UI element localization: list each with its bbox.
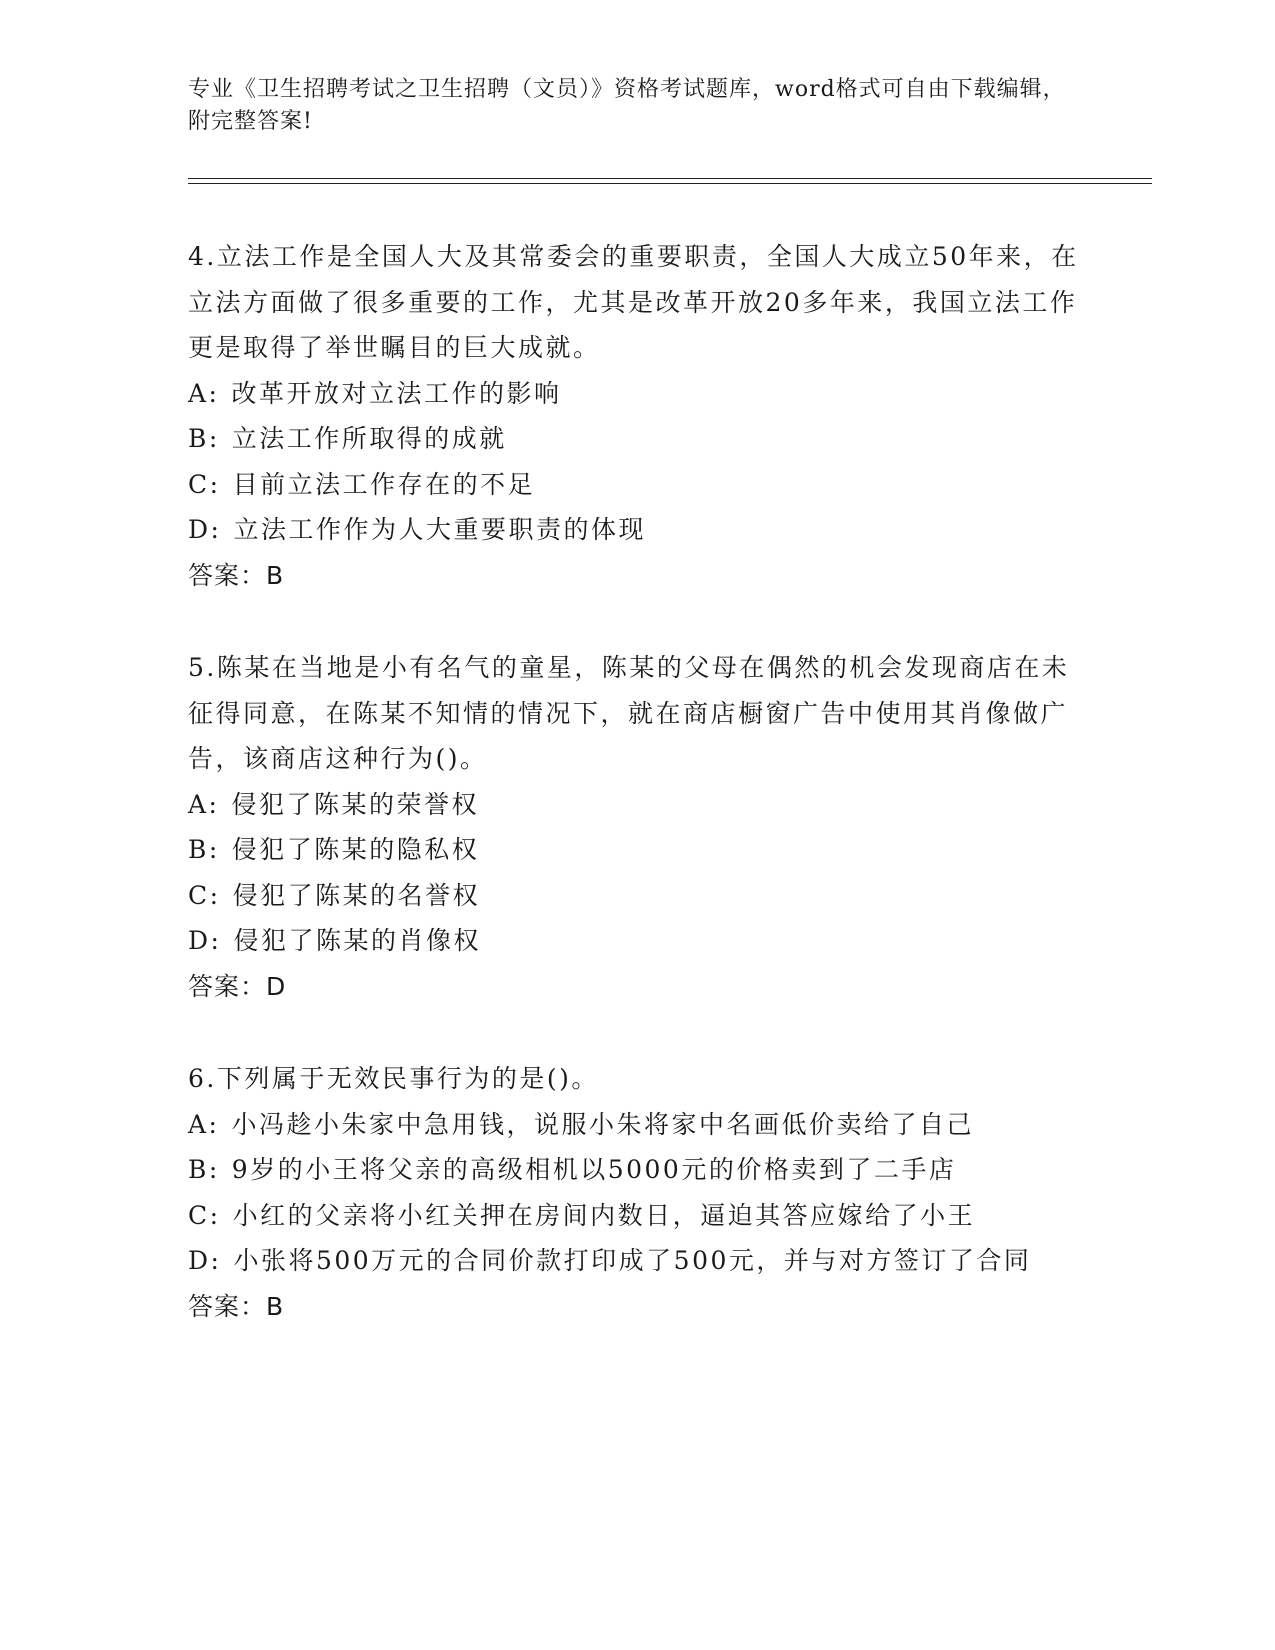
option-key: D: bbox=[188, 515, 222, 544]
option-b bbox=[188, 827, 1088, 873]
option-c bbox=[188, 462, 1088, 508]
option-b bbox=[188, 416, 1088, 462]
option-text: 小张将500万元的合同价款打印成了500元，并与对方签订了合同 bbox=[233, 1246, 1032, 1275]
option-a bbox=[188, 1102, 1088, 1148]
option-key: B: bbox=[188, 1155, 220, 1184]
option-d bbox=[188, 507, 1088, 553]
option-text: 小冯趁小朱家中急用钱，说服小朱将家中名画低价卖给了自己 bbox=[231, 1109, 974, 1139]
option-key: D: bbox=[188, 1246, 222, 1275]
option-text: 目前立法工作存在的不足 bbox=[232, 469, 536, 499]
option-d bbox=[188, 1238, 1088, 1284]
option-c bbox=[188, 1193, 1088, 1239]
option-d bbox=[188, 918, 1088, 964]
option-key: B: bbox=[188, 835, 220, 864]
option-key: C: bbox=[188, 1200, 221, 1230]
option-b bbox=[188, 1147, 1088, 1193]
question-stem: 4.立法工作是全国人大及其常委会的重要职责，全国人大成立50年来，在立法方面做了很多重要的工作，尤其是改革开放20多年来，我国立法工作更是取得了举世瞩目的巨大成就。 bbox=[188, 242, 1079, 362]
option-key: A: bbox=[188, 378, 220, 408]
option-text: 小红的父亲将小红关押在房间内数日，逼迫其答应嫁给了小王 bbox=[232, 1200, 976, 1230]
answer-line: 答案：B bbox=[188, 560, 285, 590]
answer-line: 答案：B bbox=[188, 1291, 285, 1321]
option-text: 侵犯了陈某的荣誉权 bbox=[231, 789, 479, 819]
document-header: 专业《卫生招聘考试之卫生招聘（文员）》资格考试题库，word格式可自由下载编辑，附完整答案! bbox=[188, 77, 1066, 134]
question-stem: 5.陈某在当地是小有名气的童星，陈某的父母在偶然的机会发现商店在未征得同意，在陈某不知情的情况下，就在商店橱窗广告中使用其肖像做广告，该商店这种行为()。 bbox=[188, 653, 1070, 773]
question-5 bbox=[188, 645, 1088, 1009]
header-rule-top bbox=[188, 178, 1152, 179]
option-text: 侵犯了陈某的隐私权 bbox=[231, 835, 480, 864]
option-key: C: bbox=[188, 469, 221, 499]
option-c bbox=[188, 873, 1088, 919]
option-key: A: bbox=[188, 1109, 220, 1139]
option-text: 侵犯了陈某的名誉权 bbox=[232, 880, 481, 910]
question-4 bbox=[188, 234, 1088, 598]
header-rule-bottom bbox=[188, 183, 1152, 184]
option-text: 侵犯了陈某的肖像权 bbox=[233, 926, 481, 955]
option-text: 立法工作作为人大重要职责的体现 bbox=[233, 515, 646, 544]
option-text: 改革开放对立法工作的影响 bbox=[231, 378, 562, 408]
option-key: C: bbox=[188, 880, 221, 910]
answer-line: 答案：D bbox=[188, 971, 287, 1001]
option-a bbox=[188, 782, 1088, 828]
option-a bbox=[188, 371, 1088, 417]
option-key: D: bbox=[188, 926, 222, 955]
option-text: 立法工作所取得的成就 bbox=[231, 424, 507, 453]
question-6 bbox=[188, 1056, 1088, 1329]
option-key: A: bbox=[188, 789, 220, 819]
option-key: B: bbox=[188, 424, 220, 453]
question-stem: 6.下列属于无效民事行为的是()。 bbox=[188, 1064, 599, 1093]
option-text: 9岁的小王将父亲的高级相机以5000元的价格卖到了二手店 bbox=[231, 1155, 957, 1184]
